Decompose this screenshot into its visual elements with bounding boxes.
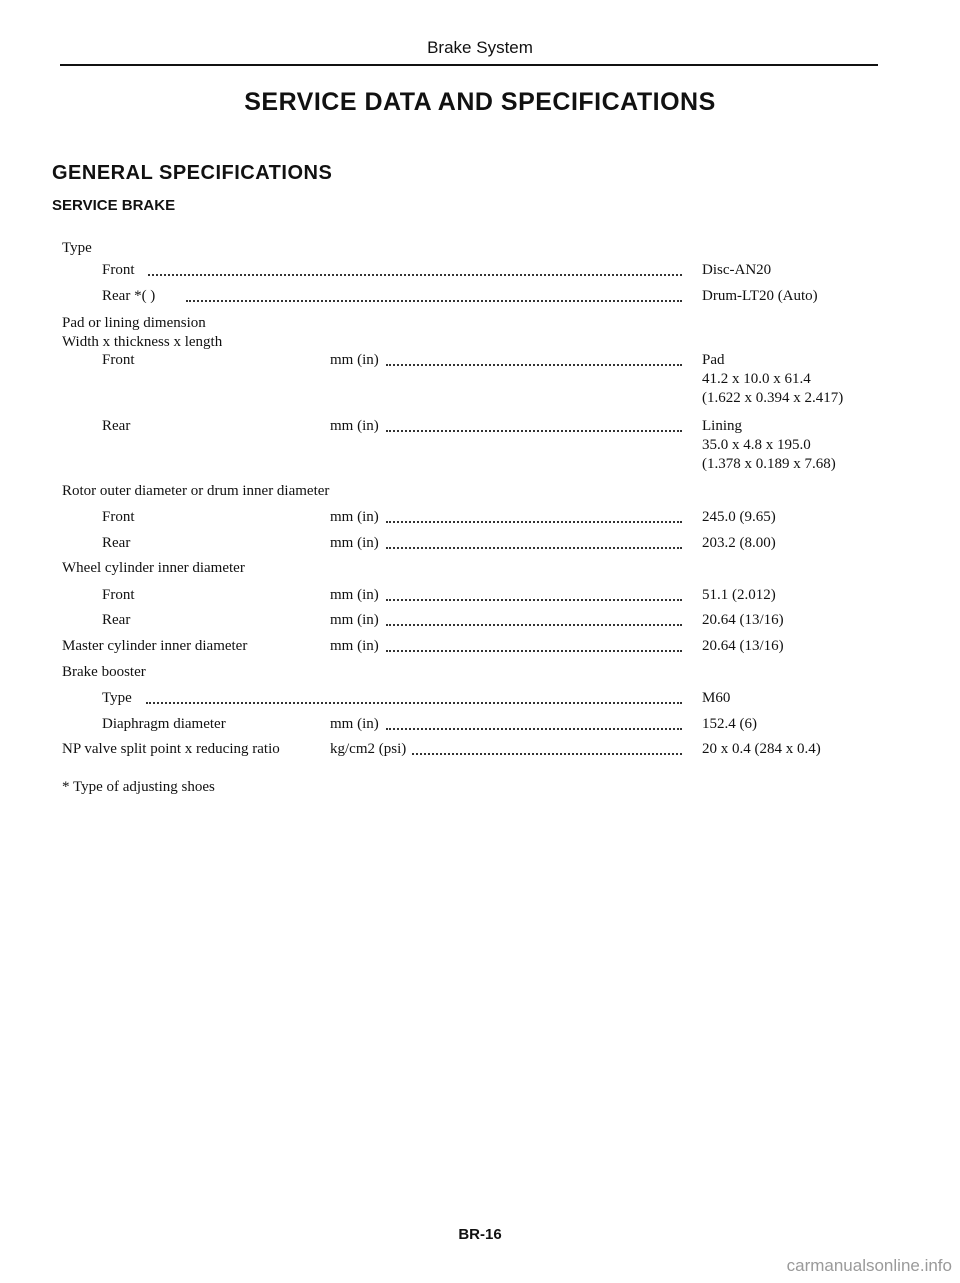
subsection-title: SERVICE BRAKE — [52, 197, 176, 214]
rear-type-value: Drum-LT20 (Auto) — [702, 288, 818, 304]
pad-front-label: Front — [102, 352, 135, 368]
header-rule — [60, 64, 878, 66]
master-cylinder-value: 20.64 (13/16) — [702, 638, 784, 654]
booster-heading: Brake booster — [62, 664, 146, 680]
unit-label: mm (in) — [330, 587, 379, 603]
footnote: * Type of adjusting shoes — [62, 779, 215, 795]
dot-leader — [148, 274, 682, 276]
dot-leader — [386, 364, 682, 366]
wheel-rear-value: 20.64 (13/16) — [702, 612, 784, 628]
unit-label: mm (in) — [330, 509, 379, 525]
section-header: Brake System — [427, 38, 533, 57]
dot-leader — [386, 521, 682, 523]
dot-leader — [186, 300, 682, 302]
dot-leader — [386, 599, 682, 601]
pad-rear-metric: 35.0 x 4.8 x 195.0 — [702, 437, 811, 453]
unit-label: mm (in) — [330, 535, 379, 551]
diaphragm-label: Diaphragm diameter — [102, 716, 226, 732]
unit-label: mm (in) — [330, 418, 379, 434]
pad-rear-label: Rear — [102, 418, 131, 434]
page-title: SERVICE DATA AND SPECIFICATIONS — [244, 88, 716, 116]
dot-leader — [386, 547, 682, 549]
watermark: carmanualsonline.info — [786, 1256, 952, 1275]
dot-leader — [146, 702, 682, 704]
pad-heading: Pad or lining dimension — [62, 315, 206, 331]
dot-leader — [386, 650, 682, 652]
dot-leader — [412, 753, 682, 755]
dot-leader — [386, 624, 682, 626]
rotor-rear-label: Rear — [102, 535, 131, 551]
rear-label: Rear *( ) — [102, 288, 156, 304]
dot-leader — [386, 430, 682, 432]
unit-label: mm (in) — [330, 352, 379, 368]
rotor-front-label: Front — [102, 509, 135, 525]
rotor-rear-value: 203.2 (8.00) — [702, 535, 776, 551]
unit-label: kg/cm2 (psi) — [330, 741, 407, 757]
np-valve-value: 20 x 0.4 (284 x 0.4) — [702, 741, 821, 757]
dot-leader — [386, 728, 682, 730]
rotor-front-value: 245.0 (9.65) — [702, 509, 776, 525]
np-valve-label: NP valve split point x reducing ratio — [62, 741, 280, 757]
front-type-value: Disc-AN20 — [702, 262, 772, 278]
booster-type-label: Type — [102, 690, 132, 706]
pad-rear-imperial: (1.378 x 0.189 x 7.68) — [702, 456, 836, 472]
pad-rear-value: Lining — [702, 418, 742, 434]
unit-label: mm (in) — [330, 638, 379, 654]
pad-front-imperial: (1.622 x 0.394 x 2.417) — [702, 390, 844, 406]
diaphragm-value: 152.4 (6) — [702, 716, 757, 732]
rotor-heading: Rotor outer diameter or drum inner diameter — [62, 483, 330, 499]
wheel-front-value: 51.1 (2.012) — [702, 587, 776, 603]
section-title: GENERAL SPECIFICATIONS — [52, 162, 333, 184]
booster-type-value: M60 — [702, 690, 731, 706]
wheel-rear-label: Rear — [102, 612, 131, 628]
unit-label: mm (in) — [330, 716, 379, 732]
wheel-front-label: Front — [102, 587, 135, 603]
wheel-cylinder-heading: Wheel cylinder inner diameter — [62, 560, 245, 576]
pad-subheading: Width x thickness x length — [62, 334, 223, 350]
page-number: BR-16 — [458, 1226, 502, 1243]
pad-front-value: Pad — [702, 352, 725, 368]
front-label: Front — [102, 262, 135, 278]
pad-front-metric: 41.2 x 10.0 x 61.4 — [702, 371, 811, 387]
type-label: Type — [62, 240, 92, 256]
unit-label: mm (in) — [330, 612, 379, 628]
master-cylinder-label: Master cylinder inner diameter — [62, 638, 248, 654]
